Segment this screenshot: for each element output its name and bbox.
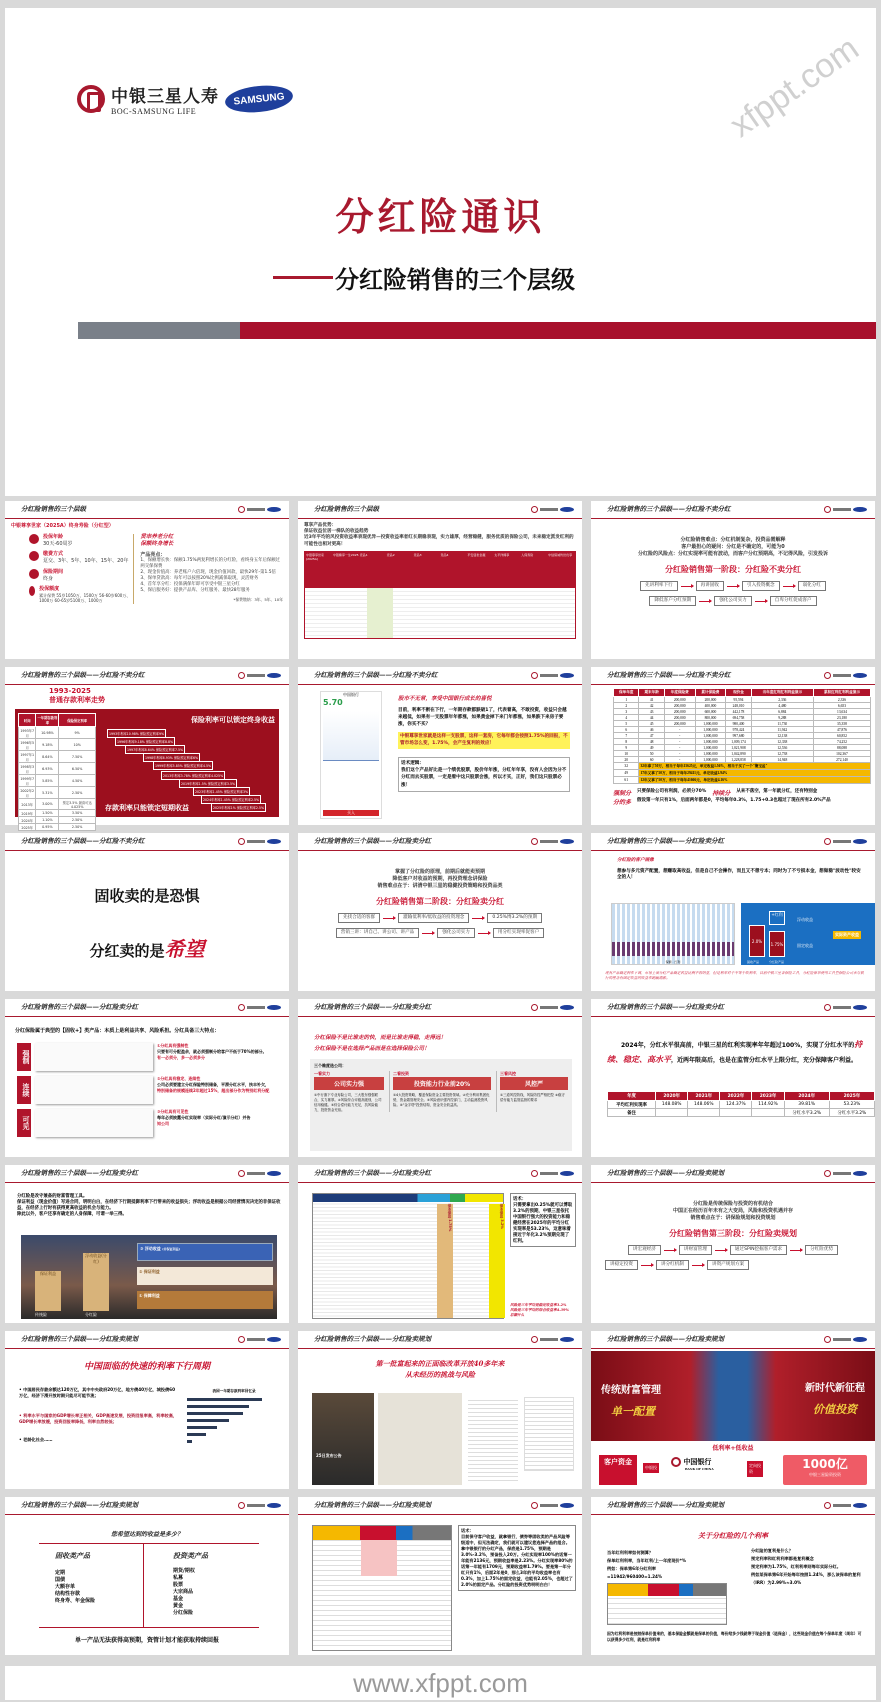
- script-box: 话术逻辑： 我们这个产品好比是一个绩优股票，股价年年涨，分红年年享，没有人会因为分不分红而去买股票，一定是看中这只股票会涨，所以才买，正好，我们这只股票必涨！: [398, 757, 570, 792]
- illustration-table: 保本保息 1.75% 保本保息 3.2%: [312, 1193, 504, 1319]
- divider-vertical: [143, 1543, 144, 1627]
- rate-table: 时间 一年期存款利率 保险预定利率 1993年7月 10.98% 9% 1996年5月 9.18% 10% 1997年1月 8.64% 7.50% 1998年3月 6.93% 6.50% 1999年7月 5.85% 4.50% 2002年2月 5.31% 2.50% 2013年 3.00% 预定3.5% 最高可达 4.025% 2019年 1.50% 3.50% 2024年 1.10% 2.50% 2025年 0.95% 2.50%: [18, 713, 96, 831]
- slide-thumbnail-12[interactable]: 分红险销售的三个层级——分红险卖分红 2024年，分红水平很高前，中银三星的红利实现率年年超过100%，实现了分红水平的持续、稳定、高水平，近两年限高后，也是在监管分红水平上限分红，充分保障客户利益。 年度 2020年 2021年 2022年 2023年 2024年 2025年 平均红利实现率 148.08% 148.06% 124.37% 114.92% 39.81% 53.23% 备注 分红水平3.2% 分红水平3.2%: [591, 999, 875, 1157]
- boc-logo-icon: [824, 1502, 831, 1509]
- script-box: 话术： 只需要拿出0.25%就可以博取3.2%的预期，中银三星依托中国银行强大的投资能力和稳健经营在2025年的平均分红实现率是53.23%，这意味着接近于年化3.2%预期兑现了红利。: [510, 1193, 576, 1247]
- interest-example-table: [607, 1583, 727, 1625]
- boc-logo-icon: [671, 1457, 681, 1467]
- samsung-logo-icon: [853, 1503, 867, 1508]
- rate-comparison-panel: 时间 一年期存款利率 保险预定利率 1993年7月 10.98% 9% 1996年5月 9.18% 10% 1997年1月 8.64% 7.50% 1998年3月 6.93% 6.50% 1999年7月 5.85% 4.50% 2002年2月 5.31% 2.50% 2013年 3.00% 预定3.5% 最高可达 4.025% 2019年 1.50% 3.50% 2024年 1.10% 2.50% 2025年 0.95% 2.50% 保险利率可以锁定终身收益 1993年利率10.98% 保险预定利率9% 1996年利率9.18% 保险预定利率8.8% 1997年利率8.64% 保险预定利率7.5% 1998年利率6.93% 保险预定利率6% 1999年利率5.85% 保险预定利率4.5% 2013年利率3.78% 保险预定利率4.025% 2019年利率1.5% 保险预定利率3.5% 2023年利率1.45% 保险预定利率3% 2024年利率1.45% 保险预定利率2.5% 2025年利率1% 保险预定利率2.5% 存款利率只能锁定短期收益: [15, 709, 279, 817]
- slide-thumbnail-18[interactable]: 分红险销售的三个层级——分红险卖规划 传统财富管理 单一配置 新时代新征程 价值投资 低利率+低收益 客户资金 中银投 中国银行 BANK OF CHINA 定向投资 1000亿 中银三星险资投资: [591, 1331, 875, 1489]
- slide-thumbnail-1[interactable]: 分红险销售的三个层级 中银尊享世家（2025A）终身寿险（分红型） 投保年龄 30天-60周岁 缴费方式 趸交、3年、5年、10年、15年、20年 保险期间 终身 投保额度 累计保费 55岁1050万、1500万 56-60岁600万、1000万 60-65岁5100万、1000万 贯串养老分红 保额终身增长 产品亮点： 1、保额增长快：保额1.75%两复利增长的分红险，看终身五年后保额过两交保保费 2、现金价值高：养老账户六倍现，现金价值回款，最快29年-第1.5倍 3、保单贷款高：每年可以按照20%比例减保取现，灵活财务 4、首年享分红：投保满保年即可享受中银三星分红 5、保后服务好：提供产品库、分红服务、最快28年服务 *保费缴纳：3年、5年、10年: [5, 501, 289, 659]
- samsung-logo-icon: [560, 1503, 574, 1508]
- cover-title: 分红险通识: [335, 194, 546, 239]
- slide-thumbnail-5[interactable]: 分红险销售的三个层级——分红险不卖分红 中国银行 5.70 买入 股市不无常，享受中国银行成长的喜悦 目前，利率不断在下行，一年期存款都跌破1了，代表着高，不敢投资，收益只会越来越低，如果有一支股票年年都涨，如果黄金掉下来门年都涨，如果跌下来房子要涨，你买不买？ 中银尊享世家就是这样一支股票，这样一套房，它每年都会按照1.75%的回报，不管市场怎么变，1.75%，会产生复利的效应！ 话术逻辑： 我们这个产品好比是一个绩优股票，股价年年涨，分红年年享，没有人会因为分不分红而去买股票，一定是看中这只股票会涨，所以才买，正好，我们这只股票必涨！: [298, 667, 582, 825]
- samsung-logo-icon: [267, 839, 281, 844]
- stage-title: 分红险销售第二阶段：分红险卖分红: [376, 897, 504, 907]
- samsung-logo-icon: [853, 1005, 867, 1010]
- boc-logo-icon: [238, 672, 245, 679]
- comparison-table-header: 中银尊享世家(2025A) 中银臻享一生2025 竞品1 竞品2 竞品3 竞品4 平安盛世金越 太平洋臻享 人保寿险 中信保诚传世优享: [305, 552, 575, 588]
- company-logo: [77, 82, 293, 116]
- slogan-top: 保险利率可以锁定终身收益: [191, 716, 275, 724]
- period-icon: [29, 569, 39, 579]
- company-criteria-panel: 三个维度选公司： 一看实力 公司实力强 ①中行旗下专业寿险公司，三大股东强强联合，实力雄厚。②风险综合评级高级别，公司信用稳健。③综合偿付能力充足，抗风险能力，投资资金充裕。 二看投资 投资能力行业前20% ①4大投资策略，覆盖保险资金主要投资领域。②充分利用集团优势，资金端管理安全。③风险意识强内控部门，主动监测投资风险。④"金字塔"投资结构，资金安全收益高。 三看风控 风控严 ①三道风控防线，风险防控严格把控 ②稳守偿付能力监管监督的要求: [310, 1059, 572, 1151]
- product-name: 中银尊享世家（2025A）终身寿险（分红型）: [11, 523, 114, 529]
- slide-header-title: 分红险销售的三个层级: [21, 505, 86, 513]
- stock-chart: [323, 711, 379, 761]
- boc-logo-icon: [824, 838, 831, 845]
- samsung-logo-icon: [853, 1171, 867, 1176]
- boc-logo-icon: [238, 506, 245, 513]
- age-icon: [29, 534, 39, 544]
- banner-image: 传统财富管理 单一配置 新时代新征程 价值投资: [591, 1351, 875, 1441]
- slide-thumbnail-14[interactable]: 分红险销售的三个层级——分红险卖分红 保本保息 1.75% 保本保息 3.2% 话术： 只需要拿出0.25%就可以博取3.2%的预期，中银三星依托中国银行强大的投资能力和稳健经营在2025年的平均分红实现率是53.23%，这意味着接近于年化3.2%预期兑现了红利。 风险是三年平均是稳定收益率3.2% 风险是三年平均的综合收益率4.39% 总额什么: [298, 1165, 582, 1323]
- gray-bar-segment: [78, 322, 240, 339]
- benefit-table: 保单年度 期末年龄 年度保险费 累计保险费 现价金 当年度红利红利利益演示 累积红利红利利益演示 1 41 200,000 200,000 95,594 2,336 2,336 2 42 200,000 400,000 248,010 4,480 6,653 3 43 200,000 600,000 442,178 6,884 13,634 4 44 200,000 800,000 694,758 9,288 23,180 5 45 200,000 1,000,000 980,400 11,730 35,358 6 46 - 1,000,000 978,424 11,942 47,876 7 47 - 1,000,000 997,680 12,138 60,852 8 48 - 1,000,000 1,009,174 12,338 74,252 9 49 - 1,000,000 1,021,908 12,536 88,088 10 50 - 1,000,000 1,042,890 12,738 102,367 20 60 - 1,000,000 1,228,858 14,948 272,140 32 32年拿了50万，相当于每年15625元，单定收益1.56%，相当于买了一个"聚宝盆" 49 17年又拿了50万，相当于每年29411元，单定收益2.94% 61 12年又拿了50万，相当于每年41666元，单定收益4.16%: [613, 688, 871, 784]
- mini-logo: [238, 506, 281, 513]
- dividend-rate-table: 年度 2020年 2021年 2022年 2023年 2024年 2025年 平均红利实现率 148.08% 148.06% 124.37% 114.92% 39.81% 53.23% 备注 分红水平3.2% 分红水平3.2%: [607, 1091, 875, 1117]
- portrait-photo: 25日发布公告: [312, 1393, 374, 1485]
- slide-thumbnail-4[interactable]: 分红险销售的三个层级——分红险不卖分红 1993-2025 普通存款利率走势 时间 一年期存款利率 保险预定利率 1993年7月 10.98% 9% 1996年5月 9.18% 10% 1997年1月 8.64% 7.50% 1998年3月 6.93% 6.50% 1999年7月 5.85% 4.50% 2002年2月 5.31% 2.50% 2013年 3.00% 预定3.5% 最高可达 4.025% 2019年 1.50% 3.50% 2024年 1.10% 2.50% 2025年 0.95% 2.50% 保险利率可以锁定终身收益 1993年利率10.98% 保险预定利率9% 1996年利率9.18% 保险预定利率8.8% 1997年利率8.64% 保险预定利率7.5% 1998年利率6.93% 保险预定利率6% 1999年利率5.85% 保险预定利率4.5% 2013年利率3.78% 保险预定利率4.025% 2019年利率1.5% 保险预定利率3.5% 2023年利率1.45% 保险预定利率3% 2024年利率1.45% 保险预定利率2.5% 2025年利率1% 保险预定利率2.5% 存款利率只能锁定短期收益: [5, 667, 289, 825]
- boc-logo-icon: [238, 1336, 245, 1343]
- boc-logo-icon: [238, 1502, 245, 1509]
- slide-thumbnail-20[interactable]: 分红险销售的三个层级——分红险卖规划 话术： 目前保守客户收益，就拿银行，债券等固收类的产品风险等级适中，但无法确定，我们就可以建议您选择产品的组合。拿中银银行的分红产品，保底是1.75%，预期是3.0%-3.2%，预备投入20万。分红实现率100%的话第一年能有2136元，预期收益率是2.23%。分红实现率80%的话第一年能有1709元，预期收益率1.79%。要是第一年分红只有1%，后面2年是0，那么3年的平均收益率也有0.3%，加上1.75%的固定收益，也能有2.05%，也超过了2.0%的固定产品。分红险的投资优势明明白白！: [298, 1497, 582, 1655]
- samsung-logo-icon: [267, 1503, 281, 1508]
- return-diagram: 2.0% +红利 1.75% 浮动收益 固定收益 实际资产收益 固收产品 分红险产品: [741, 903, 875, 965]
- slogan-bottom: 存款利率只能锁定短期收益: [105, 804, 189, 812]
- slide-thumbnail-2[interactable]: 分红险销售的三个层级 尊享产品优势： 保证收益位居一梯队的收益趋势 近3年平均的风投资收益率表现优异—投资收益率者红长期稳表现，实力雄厚，经营稳健，服务优质的保险公司，未来稳定派发红利的可能性也相对更高！ 中银尊享世家(2025A) 中银臻享一生2025 竞品1 竞品2 竞品3 竞品4 平安盛世金越 太平洋臻享 人保寿险 中信保诚传世优享: [298, 501, 582, 659]
- article-text-1: [468, 1397, 518, 1483]
- asset-growth-chart: 保额 · 红利: [611, 903, 735, 965]
- slide-thumbnail-21[interactable]: 分红险销售的三个层级——分红险卖规划 关于分红险的几个利率 当年红利利率如何测算？ 保单红利利率，当年红利/上一年度现价*% 例如：保单第6年分红利率 =11942/960400=1.24% 分红险的复利是什么？ 预定利率和红利利率都是复利概念 预定利率为1.75%，红利利率则每年实际分红。 例如某保单第6年开始每年按照1.24%，那么该保单的复利（IRR）为2.99%≈3.0% 因为红利利率是按照保单价值来的，基本保险金额就是保单的价值，每份给多少钱就等于现金价值（退保金），这些现金价值在每个保单年度（周年）可以获得多少红利，就是红利利率: [591, 1497, 875, 1655]
- samsung-logo-icon: [267, 507, 281, 512]
- boc-logo-icon: [824, 1170, 831, 1177]
- highlight-column: [367, 588, 393, 638]
- samsung-logo-icon: [853, 673, 867, 678]
- boc-logo-icon: [824, 506, 831, 513]
- slide-thumbnail-15[interactable]: 分红险销售的三个层级——分红险卖规划 分红险是传统保险与投资的有机结合 中国正在经历百年未有之大变局，风险和投资机遇并存 销售难点在于：讲保险规划和投资规划 分红险销售第三阶段：分红险卖规划 讲宏观经济 讲财富管理 通过SPIN挖掘客户需求 分红险优势 讲稳定投资 讲分红机制 讲资产规划方案: [591, 1165, 875, 1323]
- footer-watermark: www.xfppt.com: [5, 1666, 876, 1700]
- slide-thumbnail-10[interactable]: 分红险销售的三个层级——分红险卖分红 分红保险属于典型的【固收+】类产品：本质上是利益共享、风险系担。分红具备三大特点： 强制 ①分红具有强制性 只要有可分配盈余，就必须强制分给客户不低于70%的部分。 有一必须分，多一必须多分 连续 ②分红具有稳定、连续性 公司必须要建立分红保险特别储备，平滑分红水平，扶丰补欠， 特别储备的规模连续2年超过15%，超出部分作为特别红利分配 可见 ③分红具有可见性 每年必须披露分红实现率（实际分红/演示分红）并告 知公司: [5, 999, 289, 1157]
- boc-logo-icon: [238, 1170, 245, 1177]
- fear-slogan: 固收卖的是恐惧: [94, 887, 200, 905]
- boc-logo-icon: [238, 838, 245, 845]
- cover-accent-bar: [78, 322, 876, 339]
- boc-logo-icon: [531, 506, 538, 513]
- comparison-table: [304, 551, 576, 639]
- slide-thumbnail-17[interactable]: 分红险销售的三个层级——分红险卖规划 第一批富起来的正面临改革开放40多年来 从未经历的挑战与风险 25日发布公告: [298, 1331, 582, 1489]
- stage-title: 分红险销售第一阶段：分红险不卖分红: [665, 565, 801, 575]
- slide-header: [5, 501, 289, 519]
- boc-logo-icon: [531, 1004, 538, 1011]
- red-bar-segment: [240, 322, 876, 339]
- slide-thumbnail-11[interactable]: 分红险销售的三个层级——分红险卖分红 分红保险不是比谁走的快，而是比谁走得稳，走得远！ 分红保险不是在选择产品而是在选择保险公司！ 三个维度选公司： 一看实力 公司实力强 ①中行旗下专业寿险公司，三大股东强强联合，实力雄厚。②风险综合评级高级别，公司信用稳健。③综合偿付能力充足，抗风险能力，投资资金充裕。 二看投资 投资能力行业前20% ①4大投资策略，覆盖保险资金主要投资领域。②充分利用集团优势，资金端管理安全。③风险意识强内控部门，主动监测投资风险。④"金字塔"投资结构，资金安全收益高。 三看风控 风控严 ①三道风控防线，风险防控严格把控 ②稳守偿付能力监管监督的要求: [298, 999, 582, 1157]
- samsung-logo-icon: SAMSUNG: [224, 83, 294, 116]
- samsung-logo-icon: [560, 507, 574, 512]
- benefit-layers-diagram: ③ 浮动收益 (非保证利益) ② 保证利益 ① 保障利益 保证利益 浮动收益(分红) 传统险 分红险: [21, 1235, 277, 1319]
- samsung-logo-icon: [267, 673, 281, 678]
- samsung-logo-icon: [267, 1005, 281, 1010]
- product-comparison-table: [312, 1525, 452, 1651]
- samsung-logo-icon: [267, 1171, 281, 1176]
- payment-icon: [29, 551, 39, 561]
- limit-icon: [29, 586, 35, 596]
- article-text-2: [524, 1397, 574, 1471]
- boc-logo-icon: [77, 85, 105, 113]
- slide-thumbnail-13[interactable]: 分红险销售的三个层级——分红险卖分红 分红险是改守兼备的财富管理工具。 保证利益（现金价值）写进合同，明明白白，在经济下行期抵御利率下行带来的收益损失；浮动收益是根据公司经营情况决定的非保证收益，在经济上行时有获得更高收益的机会与能力。 除此以外，客户还享有确定的人身保障，可谓一举三得。 ③ 浮动收益 (非保证利益) ② 保证利益 ① 保障利益 保证利益 浮动收益(分红) 传统险 分红险: [5, 1165, 289, 1323]
- samsung-logo-icon: [560, 1005, 574, 1010]
- logo-english-name: BOC-SAMSUNG LIFE: [111, 107, 197, 116]
- slide-thumbnail-grid: [5, 501, 876, 1655]
- slide-thumbnail-19[interactable]: 分红险销售的三个层级——分红险卖规划 您希望达到的收益是多少？ 固收类产品 定期 国债 大额存单 结构性存款 终身寿、年金保险 投资类产品 期货/期权 私募 股票 大宗商品 基金 黄金 分红保险 单一产品无法获得高预期，资管计划才能获取持续回报: [5, 1497, 289, 1655]
- boc-logo-icon: [238, 1004, 245, 1011]
- boc-logo-icon: [531, 1336, 538, 1343]
- samsung-logo-icon: [853, 839, 867, 844]
- boc-logo-icon: [824, 1004, 831, 1011]
- samsung-logo-icon: [560, 1337, 574, 1342]
- boc-logo-icon: [531, 1502, 538, 1509]
- watermark-diagonal: xfppt.com: [722, 29, 866, 145]
- samsung-logo-icon: [560, 673, 574, 678]
- buy-button[interactable]: 买入: [323, 810, 379, 816]
- stage-title: 分红险销售第三阶段：分红险卖规划: [669, 1229, 797, 1239]
- flow-row-2: 降低客户分红预期 强化公司实力 自卑分红促成客户: [597, 596, 869, 606]
- slide-thumbnail-6[interactable]: 分红险销售的三个层级——分红险不卖分红 保单年度 期末年龄 年度保险费 累计保险费 现价金 当年度红利红利利益演示 累积红利红利利益演示 1 41 200,000 200,000 95,594 2,336 2,336 2 42 200,000 400,000 248,010 4,480 6,653 3 43 200,000 600,000 442,178 6,884 13,634 4 44 200,000 800,000 694,758 9,288 23,180 5 45 200,000 1,000,000 980,400 11,730 35,358 6 46 - 1,000,000 978,424 11,942 47,876 7 47 - 1,000,000 997,680 12,138 60,852 8 48 - 1,000,000 1,009,174 12,338 74,252 9 49 - 1,000,000 1,021,908 12,536 88,088 10 50 - 1,000,000 1,042,890 12,738 102,367 20 60 - 1,000,000 1,228,858 14,948 272,140 32 32年拿了50万，相当于每年15625元，单定收益1.56%，相当于买了一个"聚宝盆" 49 17年又拿了50万，相当于每年29411元，单定收益2.94% 61 12年又拿了50万，相当于每年41666元，单定收益4.16% 强制分 只要保险公司有利润，必须分70% 持续分 从来不落空，第一年就分红，还有特别金 分的多 假设第一年只有1%，后面两年都是0，平均每年0.3%，1.75+0.3也超过了现在所有2.0%产品: [591, 667, 875, 825]
- samsung-logo-icon: [853, 1337, 867, 1342]
- article-screenshot: [378, 1393, 462, 1485]
- cover-slide: [5, 8, 876, 496]
- stock-app-screenshot: 中国银行 5.70 买入: [320, 691, 382, 819]
- slide-thumbnail-8[interactable]: 分红险销售的三个层级——分红险卖分红 掌握了分红险的原理，前期后就能卖预期 降低客户对收益的预期，再投资理念讲保险 销售难点在于：讲清中银三星的稳健投资策略和投资品类 分红险销售第二阶段：分红险卖分红 先找合适的客群 灌输低利率/低收益的投资理念 0.25%博3.2%的预期 营销三讲：讲自己、讲公司、讲产品 强化公司实力 用分红实现率促客户: [298, 833, 582, 991]
- samsung-logo-icon: [267, 1337, 281, 1342]
- logo-chinese-name: 中银三星人寿: [111, 87, 219, 107]
- samsung-logo-icon: [853, 507, 867, 512]
- samsung-logo-icon: [560, 839, 574, 844]
- cover-subtitle: [273, 260, 575, 295]
- dash-decoration: [273, 276, 333, 279]
- boc-logo-icon: [531, 838, 538, 845]
- boc-logo-icon: [531, 1170, 538, 1177]
- slide-header: 分红险销售的三个层级: [298, 501, 582, 519]
- cover-subtitle-text: 分红险销售的三个层级: [335, 266, 575, 294]
- divider-horizontal: [39, 1627, 259, 1628]
- slide-thumbnail-16[interactable]: 分红险销售的三个层级——分红险卖规划 中国面临的快速的利率下行周期 • 中国居民存款余额达120万亿，其中中央政府20万亿，地方债40万亿，城投债60万亿，经济下滑开放时期只能尽可能节流； • 利率水平与国家的GDP增长率正相关，GDP高速发展，投资回报率高，利率较高，GDP增长率放缓，投资回报率降低，利率自然较低； • 老龄化社会…… 我国一年期存款利率回忆录: [5, 1331, 289, 1489]
- boc-logo-icon: [531, 672, 538, 679]
- divider-horizontal: [39, 1543, 259, 1544]
- slide-thumbnail-9[interactable]: 分红险销售的三个层级——分红险卖分红 分红险的客户画像 想参与多元资产配置，想赚取高收益，但是自己不会操作，而且又不想亏本；同时为了不亏损本金，想做稳"波动性"较安全的人！ 保额 · 红利 2.0% +红利 1.75% 浮动收益 固定收益 实际资产收益 固收产品 分红险产品 现有产品确定利率下调，市场上该分红产品确定收益比例不再明显，但是利率对于不等于收利率，目前中银三星各保险工具，分红险保单使用工具型保险公司来与银行的理念有固定收益的收益率跑赢通胀。: [591, 833, 875, 991]
- hope-slogan: 分红卖的是希望: [89, 937, 205, 961]
- script-box: 话术： 目前保守客户收益，就拿银行，债券等固收类的产品风险等级适中，但无法确定，我们就可以建议您选择产品的组合。拿中银银行的分红产品，保底是1.75%，预期是3.0%-3.2%，预备投入20万。分红实现率100%的话第一年能有2136元，预期收益率是2.23%。分红实现率80%的话第一年能有1709元，预期收益率1.79%。要是第一年分红只有1%，后面2年是0，那么3年的平均收益率也有0.3%，加上1.75%的固定收益，也能有2.05%，也超过了2.0%的固定产品。分红险的投资优势明明白白！: [458, 1525, 576, 1591]
- rate-decline-chart: 我国一年期存款利率回忆录: [187, 1389, 281, 1459]
- slide-thumbnail-3[interactable]: 分红险销售的三个层级——分红险不卖分红 分红险销售难点：分红机制复杂，投资品需解释 客户最担心的疑问：分红是不确定的，可能为0 分红险的风险点：分红实现率可能有波动，而客户分红预期高，不记得风险，引发投诉 分红险销售第一阶段：分红险不卖分红 先讲利率下行 再讲固收 引入投资概念 弱化分红 降低客户分红预期 强化公司实力 自卑分红促成客户: [591, 501, 875, 659]
- slide-thumbnail-7[interactable]: 分红险销售的三个层级——分红险不卖分红 固收卖的是恐惧 分红卖的是希望: [5, 833, 289, 991]
- flow-row-1: 先讲利率下行 再讲固收 引入投资概念 弱化分红: [597, 581, 869, 591]
- boc-logo-icon: [824, 672, 831, 679]
- samsung-logo-icon: [560, 1171, 574, 1176]
- boc-logo-icon: [824, 1336, 831, 1343]
